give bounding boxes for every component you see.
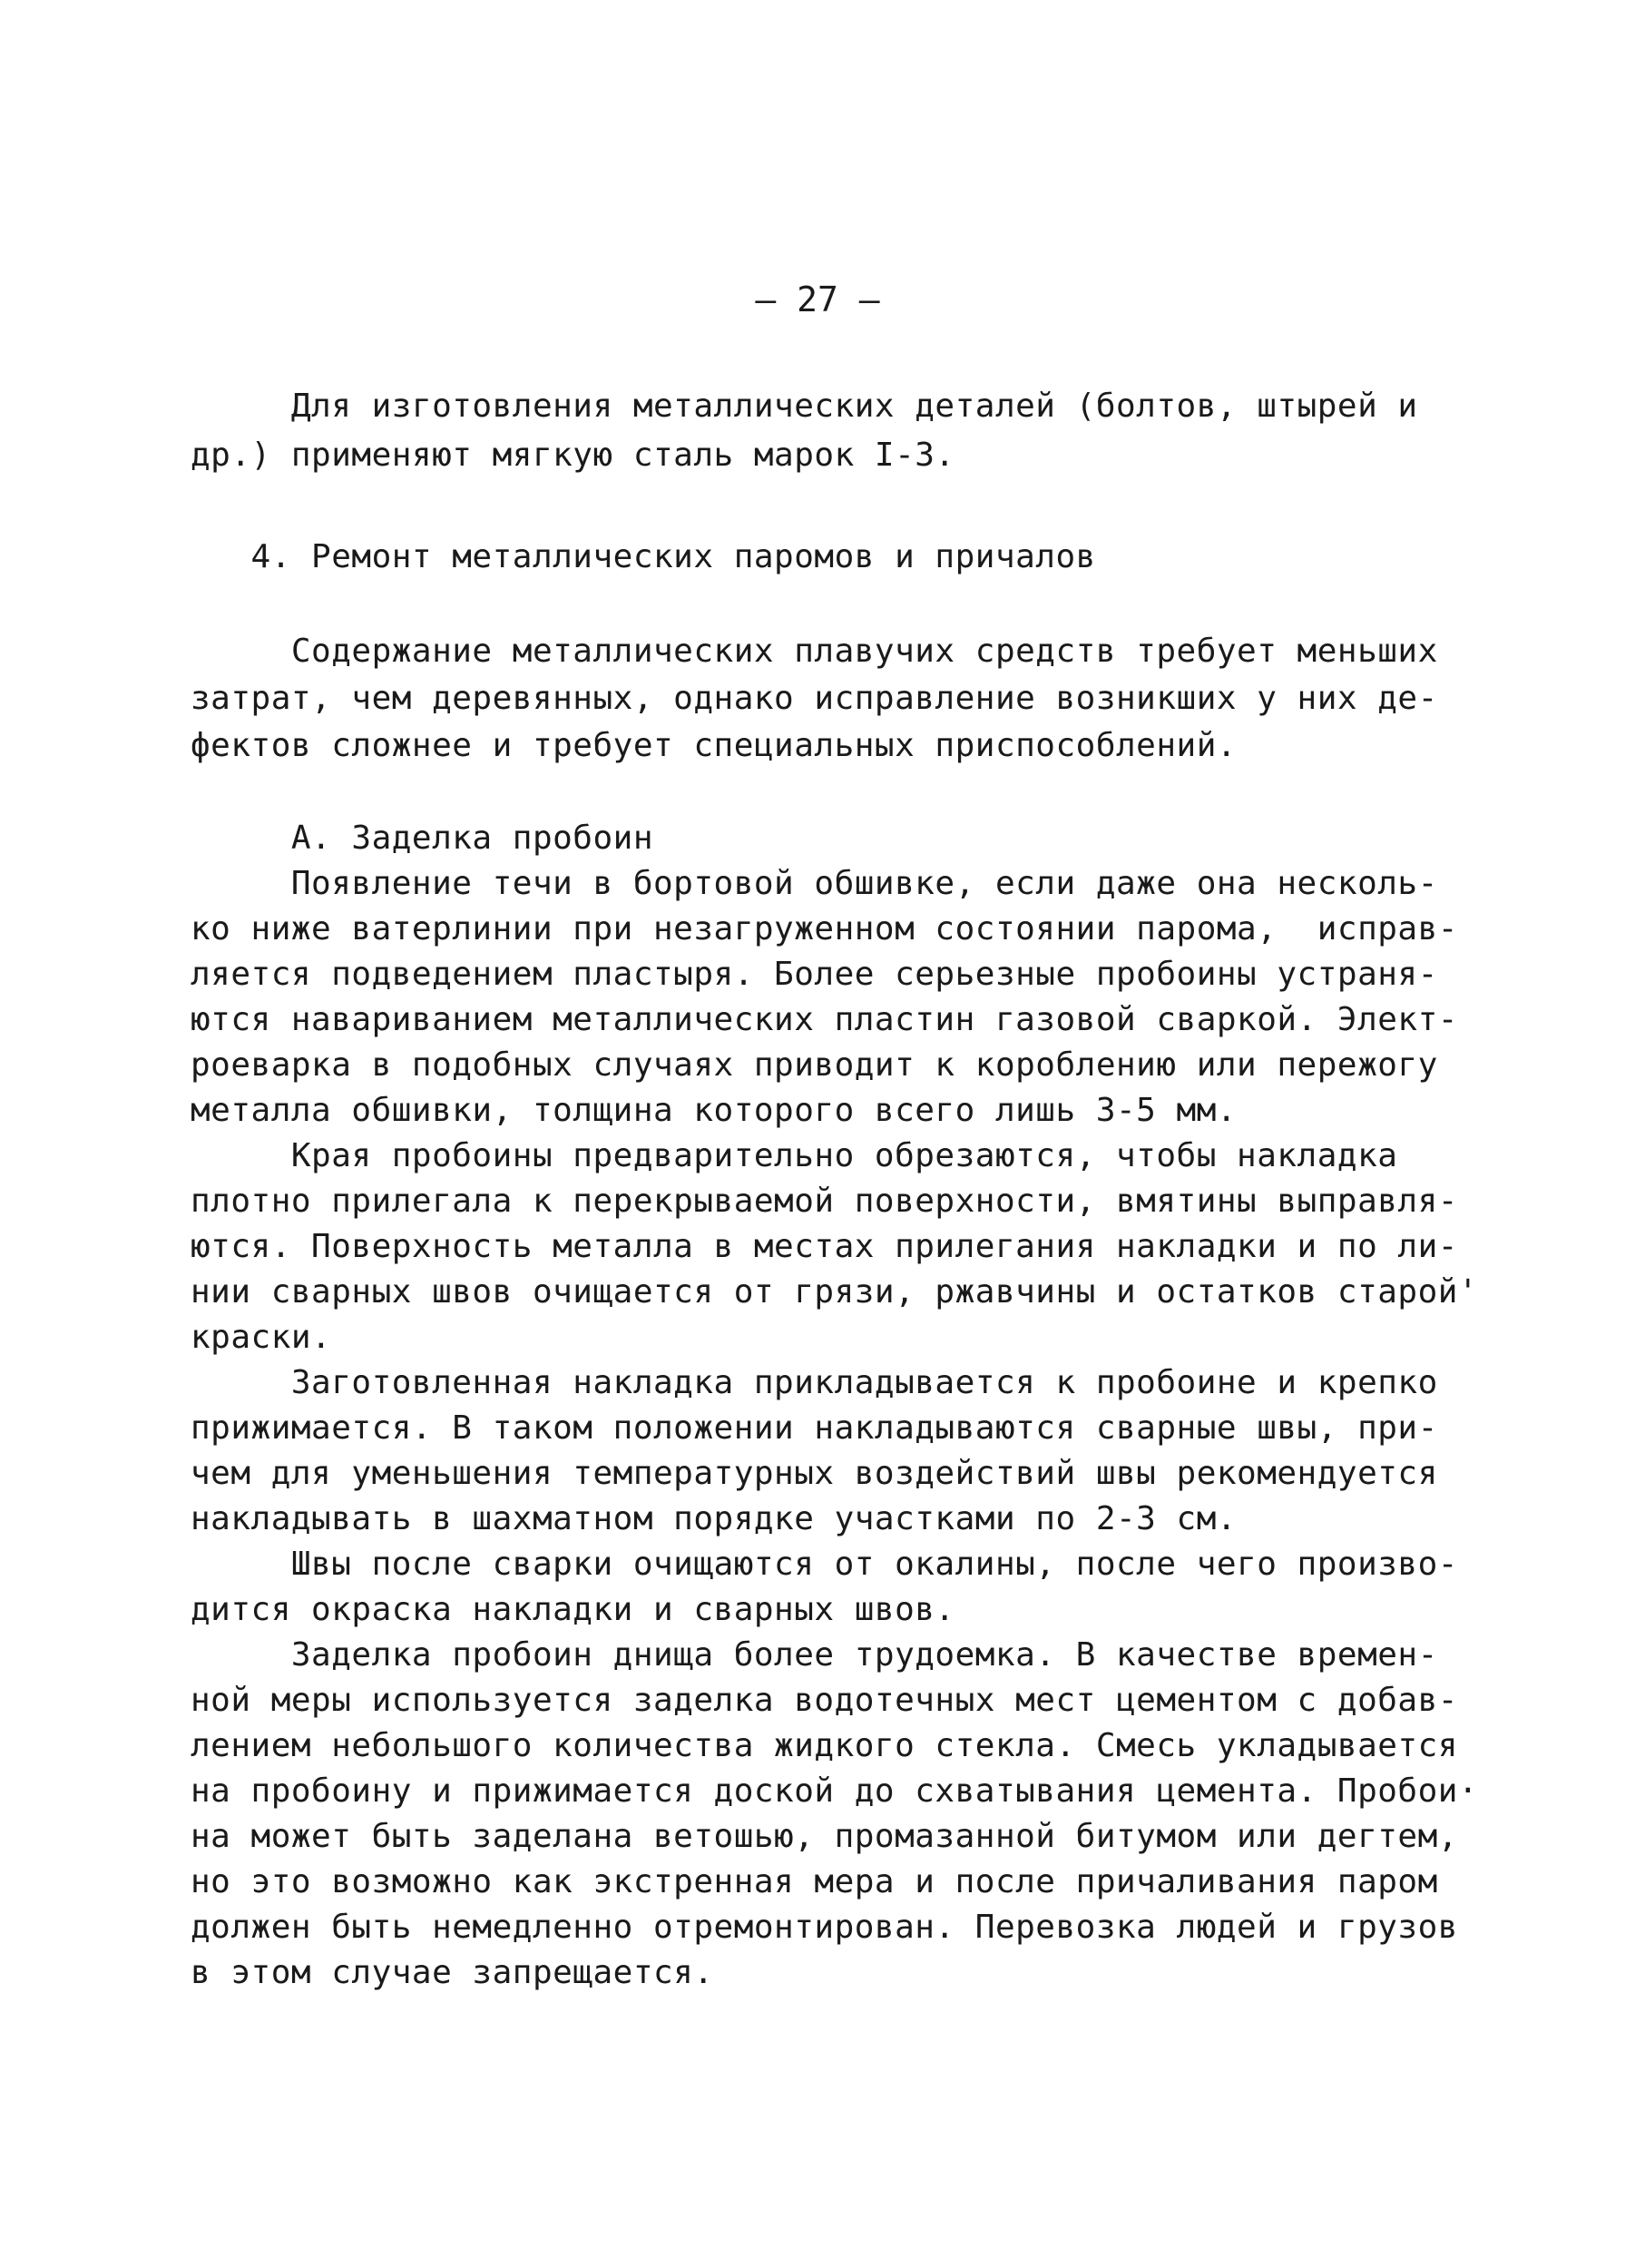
text-line: фектов сложнее и требует специальных приспособлений. [191, 727, 1238, 764]
text-line: Заготовленная накладка прикладывается к пробоине и крепко [191, 1364, 1438, 1401]
text-line: Края пробоины предварительно обрезаются, чтобы накладка [191, 1137, 1398, 1174]
text-line: металла обшивки, толщина которого всего лишь 3-5 мм. [191, 1092, 1238, 1129]
text-line: должен быть немедленно отремонтирован. Перевозка людей и грузов [191, 1909, 1458, 1946]
text-line: на пробоину и прижимается доской до схватывания цемента. Пробои· [191, 1772, 1479, 1810]
text-line: накладывать в шахматном порядке участками по 2-3 см. [191, 1500, 1238, 1537]
text-line: лением небольшого количества жидкого стекла. Смесь укладывается [191, 1727, 1458, 1764]
text-line: ляется подведением пластыря. Более серьезные пробоины устраня- [191, 956, 1438, 993]
text-line: затрат, чем деревянных, однако исправление возникших у них де- [191, 680, 1438, 717]
text-line: в этом случае запрещается. [191, 1954, 714, 1991]
text-line: Заделка пробоин днища более трудоемка. В качестве времен- [191, 1636, 1438, 1674]
text-line: чем для уменьшения температурных воздействий швы рекомендуется [191, 1455, 1438, 1492]
text-line: др.) применяют мягкую сталь марок I-3. [191, 437, 955, 474]
text-line: нии сварных швов очищается от грязи, ржавчины и остатков старой' [191, 1273, 1479, 1311]
text-line: ются навариванием металлических пластин газовой сваркой. Элект- [191, 1001, 1458, 1038]
text-line: ко ниже ватерлинии при незагруженном состоянии парома, исправ- [191, 910, 1458, 947]
text-line: ной меры используется заделка водотечных мест цементом с добав- [191, 1682, 1458, 1719]
text-line: Появление течи в бортовой обшивке, если даже она несколь- [191, 865, 1438, 902]
text-line: плотно прилегала к перекрываемой поверхности, вмятины выправля- [191, 1183, 1458, 1220]
text-line: но это возможно как экстренная мера и после причаливания паром [191, 1863, 1438, 1900]
section-heading: 4. Ремонт металлических паромов и причалов [191, 538, 1096, 575]
text-line: Швы после сварки очищаются от окалины, после чего произво- [191, 1546, 1458, 1583]
text-line: дится окраска накладки и сварных швов. [191, 1591, 955, 1628]
subsection-heading: А. Заделка пробоин [191, 820, 653, 857]
text-line: Содержание металлических плавучих средств требует меньших [191, 633, 1438, 670]
text-line: роеварка в подобных случаях приводит к короблению или пережогу [191, 1046, 1438, 1084]
text-line: ются. Поверхность металла в местах прилегания накладки и по ли- [191, 1228, 1458, 1265]
text-line: краски. [191, 1319, 332, 1356]
page-number: — 27 — [755, 280, 880, 319]
text-line: на может быть заделана ветошью, промазанной битумом или дегтем, [191, 1818, 1458, 1855]
text-line: прижимается. В таком положении накладываются сварные швы, при- [191, 1409, 1438, 1447]
text-line: Для изготовления металлических деталей (болтов, штырей и [191, 388, 1418, 425]
